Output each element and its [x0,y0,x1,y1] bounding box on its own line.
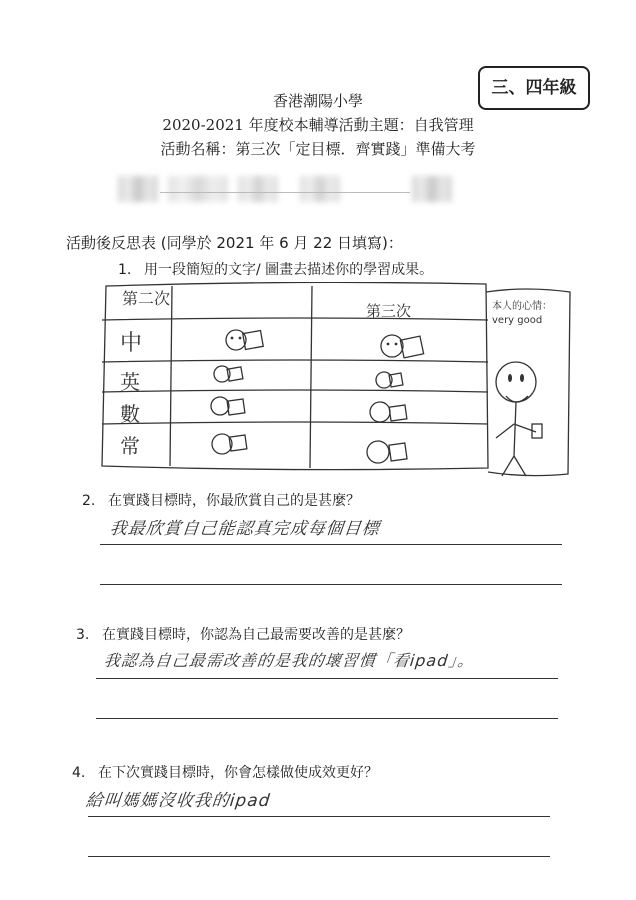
drawing-feeling-label: 本人的心情：very good [492,301,552,326]
question-1-number: 1. [118,262,132,278]
redacted-name-3 [238,176,278,202]
answer-2-line-1 [100,544,562,545]
question-3-number: 3. [76,627,90,643]
drawing-subject-maths: 數 [120,402,140,426]
question-2 [82,490,360,510]
drawing-subject-chinese: 中 [120,331,143,356]
face-icon [381,335,403,357]
answer-2-line-2 [100,584,562,585]
school-name: 香港潮陽小學 [272,92,363,110]
grade-label: 三、四年級 [478,66,590,110]
face-icon [367,441,389,463]
answer-3-line-1 [96,678,558,679]
redacted-underline [160,192,410,193]
question-4 [72,762,378,782]
question-4-text: 在下次實踐目標時，你會怎樣做使成效更好？ [98,765,378,781]
answer-4-line-2 [88,856,550,857]
drawing-subject-english: 英 [120,370,140,394]
answer-3: 我認為自己最需改善的是我的壞習慣「看ipad」。 [102,651,476,670]
redacted-name-2 [168,176,228,202]
question-1-text: 用一段簡短的文字/ 圖畫去描述你的學習成果。 [144,262,434,278]
drawing-row-line-1 [102,318,488,320]
answer-3-line-2 [96,718,558,719]
form-title: 活動後反思表 (同學於 2021 年 6 月 22 日填寫)： [66,234,403,252]
question-1 [118,259,433,279]
answer-4-line-1 [88,816,550,817]
redacted-name-1 [118,176,158,202]
face-icon [211,397,229,415]
drawing-table-border [102,282,488,469]
face-icon [370,402,390,422]
drawing-divider-col [310,286,312,468]
question-3-text: 在實踐目標時，你認為自己最需要改善的是甚麼？ [102,627,410,643]
question-2-number: 2. [82,493,96,509]
answer-2: 我最欣賞自己能認真完成每個目標 [108,519,381,539]
answer-4: 給叫媽媽沒收我的ipad [84,791,272,811]
question-4-number: 4. [72,765,86,781]
question-3 [76,624,410,644]
question-2-text: 在實踐目標時，你最欣賞自己的是甚麼？ [108,493,360,509]
redacted-name-4 [300,176,340,202]
smiling-figure-icon [496,362,536,402]
redacted-name-5 [412,176,452,202]
drawing-divider-subject [170,286,172,466]
drawing-col1-header: 第二次 [122,289,171,308]
drawing-subject-gs: 常 [120,434,140,458]
activity-theme: 2020-2021 年度校本輔導活動主題：自我管理 [162,116,474,134]
activity-name: 活動名稱：第三次「定目標．齊實踐」準備大考 [160,140,476,158]
drawing-col2-header: 第三次 [366,302,412,320]
